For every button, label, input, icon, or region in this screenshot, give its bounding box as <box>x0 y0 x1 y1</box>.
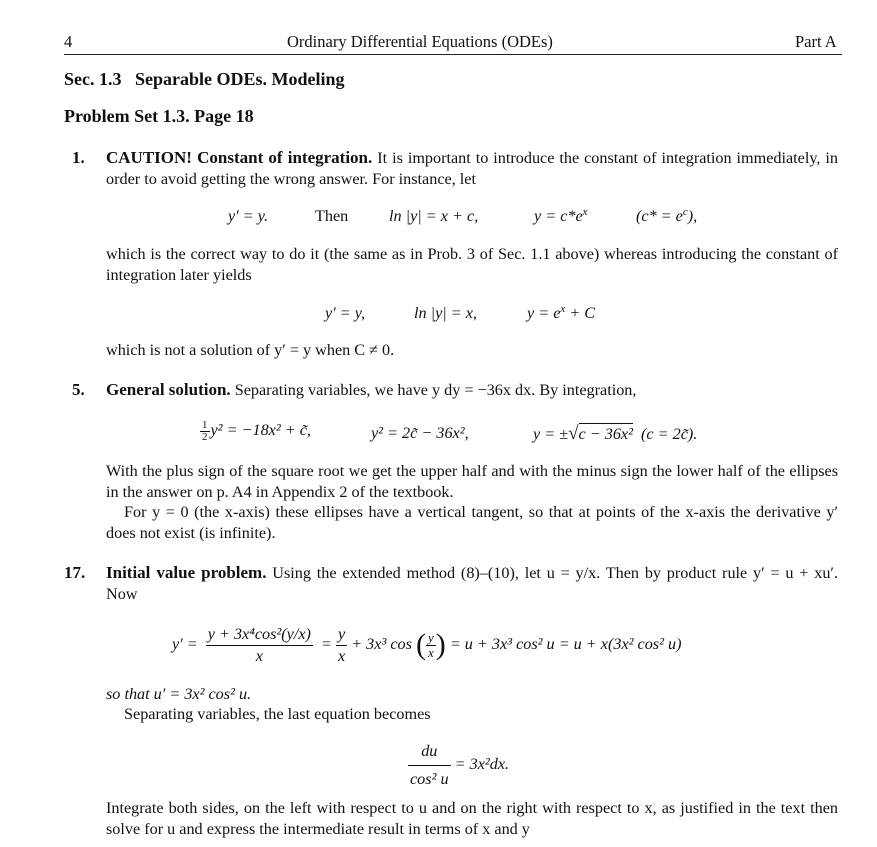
eq-part <box>527 303 595 324</box>
right-paren: ) <box>435 628 446 662</box>
eq-text: y² = −18x² + c̃, <box>210 421 311 440</box>
eq-then: Then <box>315 207 349 225</box>
problem-title: CAUTION! Constant of integration. <box>106 148 373 167</box>
page-number: 4 <box>64 32 73 51</box>
eq-text: = 3x²dx. <box>454 755 510 774</box>
left-paren: ( <box>415 628 426 662</box>
header-rule <box>64 54 842 55</box>
eq-part <box>636 206 697 227</box>
eq-sup: c <box>682 206 688 218</box>
problem-1-intro <box>106 147 838 190</box>
eq-part: ln |y| = x, <box>414 304 477 322</box>
problem-number: 5. <box>72 380 85 399</box>
frac-den: x <box>206 645 313 667</box>
section-heading: Sec. 1.3 Separable ODEs. Modeling <box>64 69 345 89</box>
part-label: Part A <box>795 32 837 51</box>
eq-text: (c* = e <box>636 207 683 225</box>
frac-den: 2 <box>202 431 208 443</box>
eq-part <box>533 423 697 445</box>
equation-17a <box>172 624 682 667</box>
fraction <box>426 631 436 660</box>
problem-5-p1: With the plus sign of the square root we get the upper half and with the minus sign the lower half of the ellipses in the answer on p. A4 in Appendix 2 of the textbook. <box>106 462 838 501</box>
eq-part: y′ = y. <box>228 207 269 225</box>
fraction <box>408 741 451 790</box>
intro-text: Separating variables, we have y dy = −36x dx. By integration, <box>234 381 637 399</box>
problem-number: 17. <box>64 563 86 582</box>
eq-part <box>534 206 588 227</box>
problem-title: Initial value problem. <box>106 563 267 582</box>
eq-text: = u + 3x³ cos² u = u + x(3x² cos² u) <box>449 635 682 654</box>
intro-text: It is important to introduce the constant of integration immediately, in order to avoid getting the wrong answer. For instance, let <box>106 149 839 188</box>
running-title: Ordinary Differential Equations (ODEs) <box>287 32 553 51</box>
eq-part <box>200 420 311 443</box>
eq-text: y′ = <box>172 635 198 654</box>
problem-17-final: Integrate both sides, on the left with respect to u and on the right with respect to x, as justified in the text then solve for u and express the intermediate result in terms of x and y <box>106 799 838 838</box>
eq-text: y = ± <box>533 425 569 443</box>
eq-part: y² = 2c̃ − 36x², <box>371 424 469 442</box>
eq-text: y = c*e <box>534 207 583 225</box>
problem-1-end: which is not a solution of y′ = y when C ≠ 0. <box>106 341 395 359</box>
problem-1-middle: which is the correct way to do it (the same as in Prob. 3 of Sec. 1.1 above) whereas introducing the constant of integration later yields <box>106 245 838 284</box>
sqrt-radicand: c − 36x² <box>578 425 633 443</box>
frac-den: x <box>337 647 346 665</box>
eq-text: ), <box>687 207 698 225</box>
fraction <box>336 624 347 667</box>
frac-num: du <box>421 742 438 760</box>
frac-num: 1 <box>202 419 208 431</box>
frac-den: x <box>427 645 434 660</box>
eq-text: = <box>320 635 332 654</box>
eq-sup: x <box>560 303 566 315</box>
problem-17-intro <box>106 562 838 605</box>
eq-text: y = e <box>527 304 561 322</box>
so-that-line: so that u′ = 3x² cos² u. <box>106 685 252 703</box>
problem-5-intro <box>106 379 838 401</box>
fraction <box>206 624 313 667</box>
problem-title: General solution. <box>106 380 231 399</box>
intro-text: Using the extended method (8)–(10), let u = y/x. Then by product rule y′ = u + xu′. Now <box>106 564 839 603</box>
eq-part: ln |y| = x + c, <box>389 207 479 225</box>
eq-sup: x <box>582 206 588 218</box>
separating-line: Separating variables, the last equation becomes <box>124 705 431 723</box>
eq-text: + 3x³ cos <box>351 635 412 654</box>
frac-num: y + 3x⁴cos²(y/x) <box>207 625 311 643</box>
frac-den: cos² u <box>408 765 451 790</box>
eq-text: (c = 2c̃). <box>641 425 698 443</box>
equation-17b <box>408 741 509 790</box>
eq-text: + C <box>565 304 596 322</box>
eq-part: y′ = y, <box>325 304 366 322</box>
frac-num: y <box>427 630 434 645</box>
problem-5-p2: For y = 0 (the x-axis) these ellipses have a vertical tangent, so that at points of the x-axis the derivative y′ does not exist (is infinite). <box>106 503 838 542</box>
frac-num: y <box>337 625 346 643</box>
half-fraction <box>200 420 210 443</box>
problem-number: 1. <box>72 148 85 167</box>
problem-set-heading: Problem Set 1.3. Page 18 <box>64 106 254 126</box>
sqrt-sign: √ <box>568 423 579 444</box>
